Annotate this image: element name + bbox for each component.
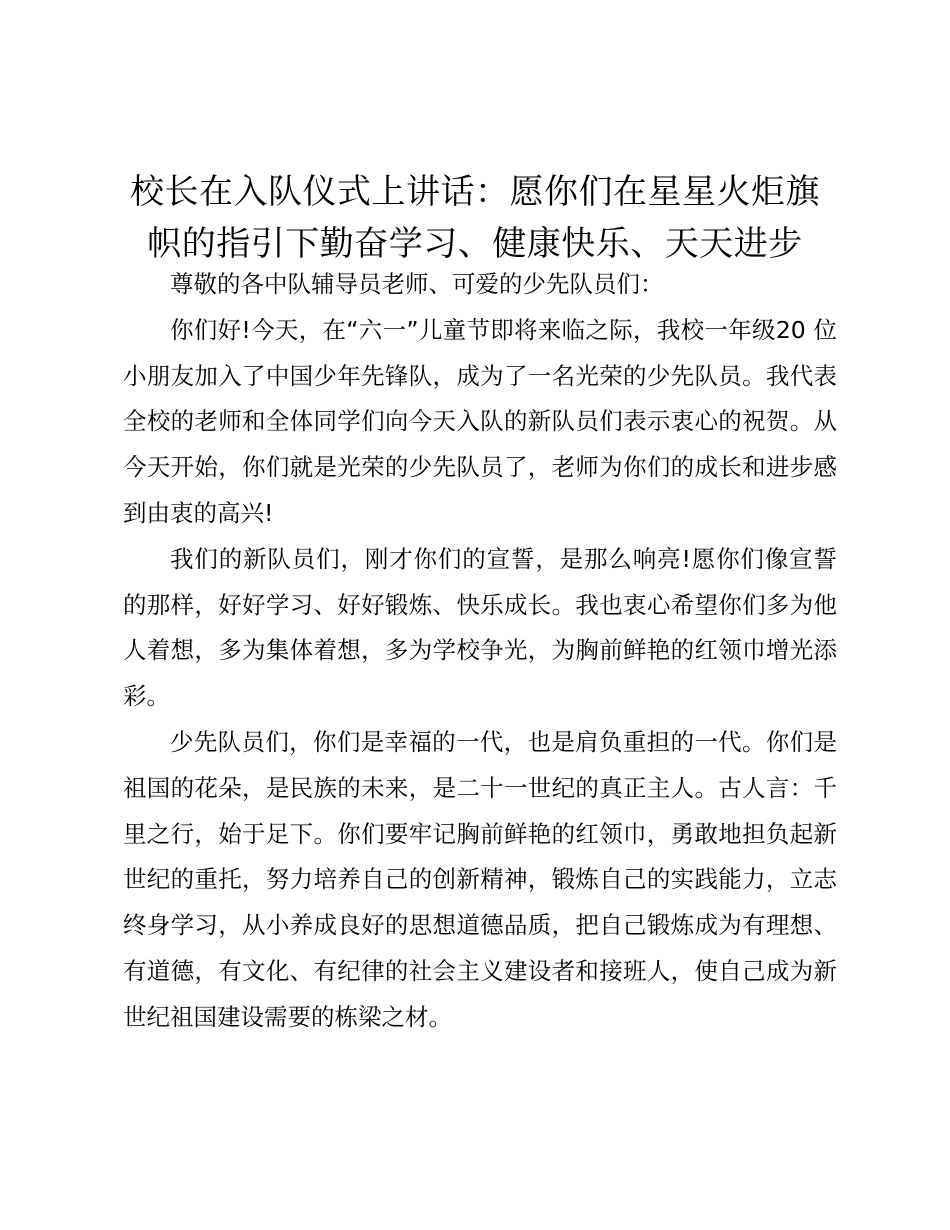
salutation: 尊敬的各中队辅导员老师、可爱的少先队员们： xyxy=(170,270,664,298)
paragraph-1: 你们好!今天，在“六一”儿童节即将来临之际，我校一年级20 位小朋友加入了中国少年先锋队，成为了一名光荣的少先队员。我代表全校的老师和全体同学们向今天入队的新队员们表示衷心的祝贺。从今天开始，你们就是光荣的少先队员了，老师为你们的成长和进步感到由衷的高兴! xyxy=(123,315,837,527)
document-title-line-1: 校长在入队仪式上讲话：愿你们在星星火炬旗 xyxy=(130,172,820,212)
document-title xyxy=(100,166,850,270)
paragraph-3: 少先队员们，你们是幸福的一代，也是肩负重担的一代。你们是祖国的花朵，是民族的未来，是二十一世纪的真正主人。古人言：千里之行，始于足下。你们要牢记胸前鲜艳的红领巾，勇敢地担负起新世纪的重托，努力培养自己的创新精神，锻炼自己的实践能力，立志终身学习，从小养成良好的思想道德品质，把自己锻炼成为有理想、有道德，有文化、有纪律的社会主义建设者和接班人，使自己成为新世纪祖国建设需要的栋梁之材。 xyxy=(123,727,837,1031)
paragraph-2: 我们的新队员们，刚才你们的宣誓，是那么响亮!愿你们像宣誓的那样，好好学习、好好锻炼、快乐成长。我也衷心希望你们多为他人着想，多为集体着想，多为学校争光，为胸前鲜艳的红领巾增光添彩。 xyxy=(123,544,837,711)
document-body xyxy=(123,262,837,1041)
document-title-line-2: 帜的指引下勤奋学习、健康快乐、天天进步 xyxy=(147,224,803,264)
